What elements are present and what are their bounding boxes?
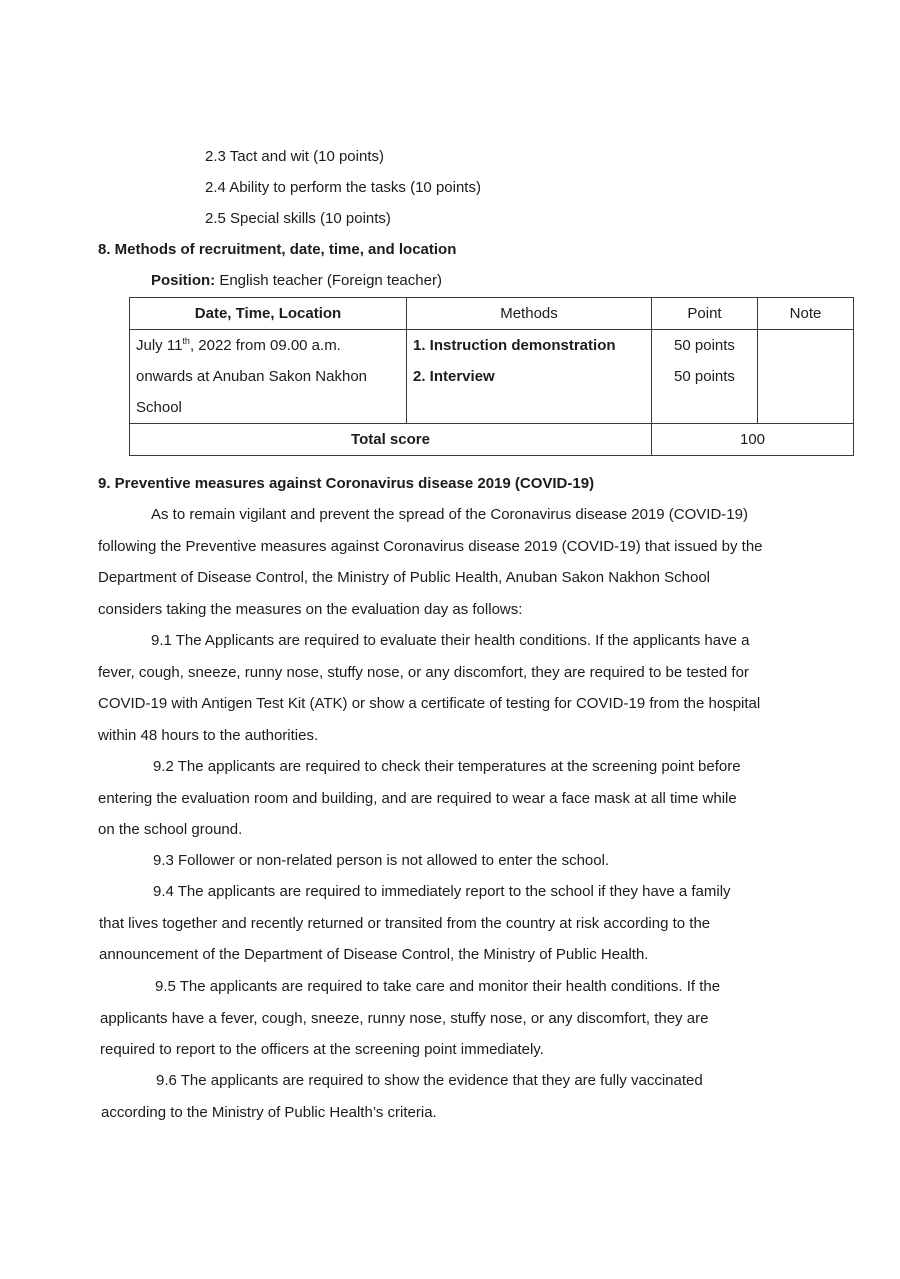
paragraph-line: 9.6 The applicants are required to show the evidence that they are fully vaccinated [156, 1072, 703, 1089]
date-line-2: onwards at Anuban Sakon Nakhon [136, 368, 367, 385]
table-header-row [130, 298, 854, 330]
section-9-heading: 9. Preventive measures against Coronavirus disease 2019 (COVID-19) [98, 475, 595, 492]
position-line [151, 271, 442, 291]
total-value: 100 [652, 424, 854, 456]
header-note: Note [758, 298, 854, 330]
criteria-item: 2.4 Ability to perform the tasks (10 points) [205, 179, 481, 196]
header-point: Point [652, 298, 758, 330]
total-row [130, 424, 854, 456]
point-item: 50 points [674, 368, 735, 385]
recruitment-table [129, 297, 854, 456]
paragraph-line: following the Preventive measures against Coronavirus disease 2019 (COVID-19) that issued by the [98, 538, 763, 555]
paragraph-line: 9.3 Follower or non-related person is not allowed to enter the school. [153, 852, 610, 869]
paragraph-line: Department of Disease Control, the Ministry of Public Health, Anuban Sakon Nakhon School [98, 569, 710, 586]
table-row [130, 330, 854, 424]
method-item: 1. Instruction demonstration [413, 337, 616, 354]
points-cell [652, 330, 758, 424]
total-label: Total score [130, 424, 652, 456]
paragraph-line: within 48 hours to the authorities. [98, 727, 319, 744]
method-item: 2. Interview [413, 368, 495, 385]
criteria-item: 2.3 Tact and wit (10 points) [205, 148, 384, 165]
note-cell [758, 330, 854, 424]
section-8-heading: 8. Methods of recruitment, date, time, and location [98, 241, 457, 258]
position-label: Position: [151, 272, 216, 289]
paragraph-line: entering the evaluation room and building, and are required to wear a face mask at all time while [98, 790, 737, 807]
date-line-1: July 11th, 2022 from 09.00 a.m. [136, 336, 341, 354]
date-time-location-cell [130, 330, 407, 424]
paragraph-line: COVID-19 with Antigen Test Kit (ATK) or show a certificate of testing for COVID-19 from the hospital [98, 695, 761, 712]
methods-cell [407, 330, 652, 424]
paragraph-line: according to the Ministry of Public Health’s criteria. [101, 1104, 437, 1121]
paragraph-line: on the school ground. [98, 821, 243, 838]
paragraph-line: 9.2 The applicants are required to check their temperatures at the screening point before [153, 758, 741, 775]
paragraph-line: 9.1 The Applicants are required to evaluate their health conditions. If the applicants have a [151, 632, 750, 649]
paragraph-line: 9.4 The applicants are required to immediately report to the school if they have a family [153, 883, 731, 900]
paragraph-line: fever, cough, sneeze, runny nose, stuffy nose, or any discomfort, they are required to be tested for [98, 664, 749, 681]
paragraph-line: that lives together and recently returned or transited from the country at risk according to the [99, 915, 711, 932]
paragraph-line: considers taking the measures on the evaluation day as follows: [98, 601, 523, 618]
paragraph-line: announcement of the Department of Disease Control, the Ministry of Public Health. [99, 946, 649, 963]
header-methods: Methods [407, 298, 652, 330]
date-line-3: School [136, 399, 182, 416]
paragraph-line: required to report to the officers at the screening point immediately. [100, 1041, 544, 1058]
paragraph-line: As to remain vigilant and prevent the spread of the Coronavirus disease 2019 (COVID-19) [151, 506, 748, 523]
header-date-time-location: Date, Time, Location [130, 298, 407, 330]
position-value: English teacher (Foreign teacher) [215, 272, 442, 289]
paragraph-line: 9.5 The applicants are required to take care and monitor their health conditions. If the [155, 978, 721, 995]
criteria-item: 2.5 Special skills (10 points) [205, 210, 391, 227]
point-item: 50 points [674, 337, 735, 354]
paragraph-line: applicants have a fever, cough, sneeze, runny nose, stuffy nose, or any discomfort, they are [100, 1010, 709, 1027]
